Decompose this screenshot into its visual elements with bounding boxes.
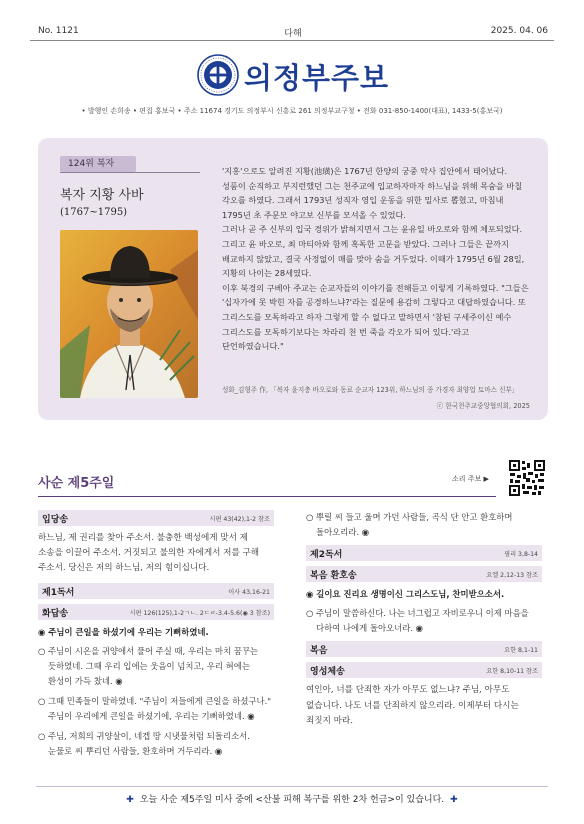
psalm-verse: ○ 주님, 저희의 귀양살이, 네겝 땅 시냇물처럼 되돌리소서. 눈물로 씨 뿌리던 사람들, 환호하며 거두리라. ◉ xyxy=(38,731,250,757)
communion-antiphon-header xyxy=(306,662,542,678)
top-bar xyxy=(38,26,548,38)
second-reading-header xyxy=(306,545,542,561)
top-divider xyxy=(30,40,554,41)
notice-text: 오늘 사순 제5주일 미사 중에 <산불 피해 복구를 위한 2차 헌금>이 있습니다. xyxy=(139,795,445,805)
audio-bulletin-link[interactable]: 소리 주보 ▶ xyxy=(452,475,489,483)
first-reading-header xyxy=(38,583,274,599)
saint-feature-box xyxy=(38,138,548,420)
psalm-verse: ○ 주님이 시온을 귀양에서 풀어 주실 때, 우리는 마치 꿈꾸는 듯하였네. 그때 우리 입에는 웃음이 넘치고, 우리 혀에는 환성이 가득 찼네. ◉ xyxy=(38,646,259,687)
section-title: 영성체송 xyxy=(310,667,345,678)
psalm-header xyxy=(38,604,274,620)
saint-years: (1767~1795) xyxy=(60,207,128,218)
section-title: 복음 환호송 xyxy=(310,571,357,581)
psalm-response: ◉ 주님이 큰일을 하셨기에 우리는 기뻐하였네. xyxy=(38,626,209,637)
saint-story xyxy=(222,164,530,354)
issue-number: No. 1121 xyxy=(38,26,79,36)
story-paragraph: '지홍'으로도 알려진 지황(池璜)은 1767년 한양의 궁중 악사 집안에서 태어났다. 성품이 순직하고 부지런했던 그는 천주교에 입교하자마자 하느님을 위해 목숨을 바칠 각오를 하였다. 그래서 1793년 성직자 영입 운동을 위한 밀사로 뽑혔고, 마침내 1795년 초 주문모 야고보 신부를 모셔올 수 있었다. xyxy=(222,166,523,220)
gospel-acclamation-header xyxy=(306,566,542,582)
section-title: 제1독서 xyxy=(42,587,75,598)
gospel-acclamation-verse: ○ 주님이 말씀하신다. 나는 너그럽고 자비로우니 이제 마음을 다하여 나에게 돌아오너라. ◉ xyxy=(306,608,529,634)
communion-antiphon-text: 여인아, 너를 단죄한 자가 아무도 없느냐? 주님, 아무도 없습니다. 나도 너를 단죄하지 않으리라. 이제부터 다시는 죄짓지 마라. xyxy=(306,685,519,726)
gospel-header xyxy=(306,641,542,657)
liturgy-right-column xyxy=(306,510,542,735)
saint-name: 복자 지황 사바 xyxy=(60,188,144,203)
section-reference: 필리 3,8-14 xyxy=(504,551,538,558)
section-title: 복음 xyxy=(310,646,328,657)
section-title: 입당송 xyxy=(42,515,69,525)
section-reference: 요한 8,10-11 참조 xyxy=(486,668,538,676)
liturgical-year: 다해 xyxy=(284,29,302,39)
section-title: 제2독서 xyxy=(310,550,343,560)
section-reference: 이사 43,16-21 xyxy=(228,588,270,596)
mass-title: 사순 제5주일 xyxy=(38,476,115,491)
cross-icon: ✚ xyxy=(450,795,458,805)
section-reference: 요엘 2,12-13 참조 xyxy=(486,572,538,579)
story-paragraph: 이후 북경의 구베아 주교는 순교자들의 이야기를 전해듣고 이렇게 기록하였다. "그들은 '십자가에 못 박힌 자를 공경하느냐?'라는 질문에 용감히 그렇다고 대답하였습니다. 또 그리스도를 모독하라고 하자 그렇게 할 수 없다고 말하면서 '참된 구세주이신 예수 그리스도를 모독하기보다는 차라리 천 번 죽을 각오가 되어 있다.'라고 단언하였습니다." xyxy=(222,282,529,352)
tag-underline xyxy=(60,172,200,173)
footer-divider xyxy=(36,786,548,787)
section-reference: 시편 126(125),1-2ㄱㄴ. 2ㄷㄹ-3.4-5.6(◉ 3 참조) xyxy=(129,609,270,617)
psalm-verse: ○ 그때 민족들이 말하였네. "주님이 저들에게 큰일을 하셨구나." 주님이 우리에게 큰일을 하셨기에, 우리는 기뻐하였네. ◉ xyxy=(38,696,272,722)
mass-title-divider xyxy=(38,496,496,497)
story-paragraph: 그러나 곧 주 신부의 입국 경위가 밝혀지면서 그는 윤유일 바오로와 함께 체포되었다. 그리고 윤 바오로, 최 마티아와 함께 혹독한 고문을 받았다. 그러나 그들은 끝까지 배교하지 않았고, 결국 사정없이 매를 맞아 숨을 거두었다. 이때가 1795년 6월 28일, 지황의 나이는 28세였다. xyxy=(222,224,525,279)
entrance-antiphon-header xyxy=(38,510,274,526)
section-title: 화답송 xyxy=(42,608,69,619)
issue-date: 2025. 04. 06 xyxy=(490,26,548,36)
footer-notice xyxy=(0,792,584,805)
saint-portrait-image xyxy=(60,230,198,398)
feature-tag: 124위 복자 xyxy=(60,156,136,172)
publisher-info: • 발행인 손희송 • 편집 홍보국 • 주소 11674 경기도 의정부시 신흥로 261 의정부교구청 • 전화 031-850-1400(대표), 1433-5(홍보국) xyxy=(81,107,503,115)
liturgy-left-column xyxy=(38,510,274,764)
section-reference: 요한 8,1-11 xyxy=(504,647,538,655)
entrance-antiphon-text: 하느님, 제 권리를 찾아 주소서. 불충한 백성에게 맞서 제 소송을 이끌어 주소서. 거짓되고 불의한 자에게서 저를 구해 주소서. 당신은 저의 하느님, 저의 힘이십니다. xyxy=(38,533,260,574)
psalm-verse: ○ 뿌릴 씨 들고 울며 가던 사람들, 곡식 단 안고 환호하며 돌아오리라. ◉ xyxy=(306,512,513,537)
cross-icon: ✚ xyxy=(126,795,134,805)
section-reference: 시편 43(42),1-2 참조 xyxy=(209,516,270,523)
newsletter-title: 의정부주보 xyxy=(244,61,390,95)
image-credit: ⓒ 한국천주교중앙협의회, 2025 xyxy=(436,402,530,410)
diocese-seal-logo xyxy=(197,54,239,96)
image-caption: 성화_김형주 作, 「복자 윤지충 바오로와 동료 순교자 123위, 하느님의 종 가경자 최양업 토마스 신부」 xyxy=(222,386,519,394)
masthead xyxy=(0,54,584,98)
gospel-acclamation-response: ◉ 길이요 진리요 생명이신 그리스도님, 찬미받으소서. xyxy=(306,589,505,599)
qr-code-icon[interactable] xyxy=(508,459,546,497)
